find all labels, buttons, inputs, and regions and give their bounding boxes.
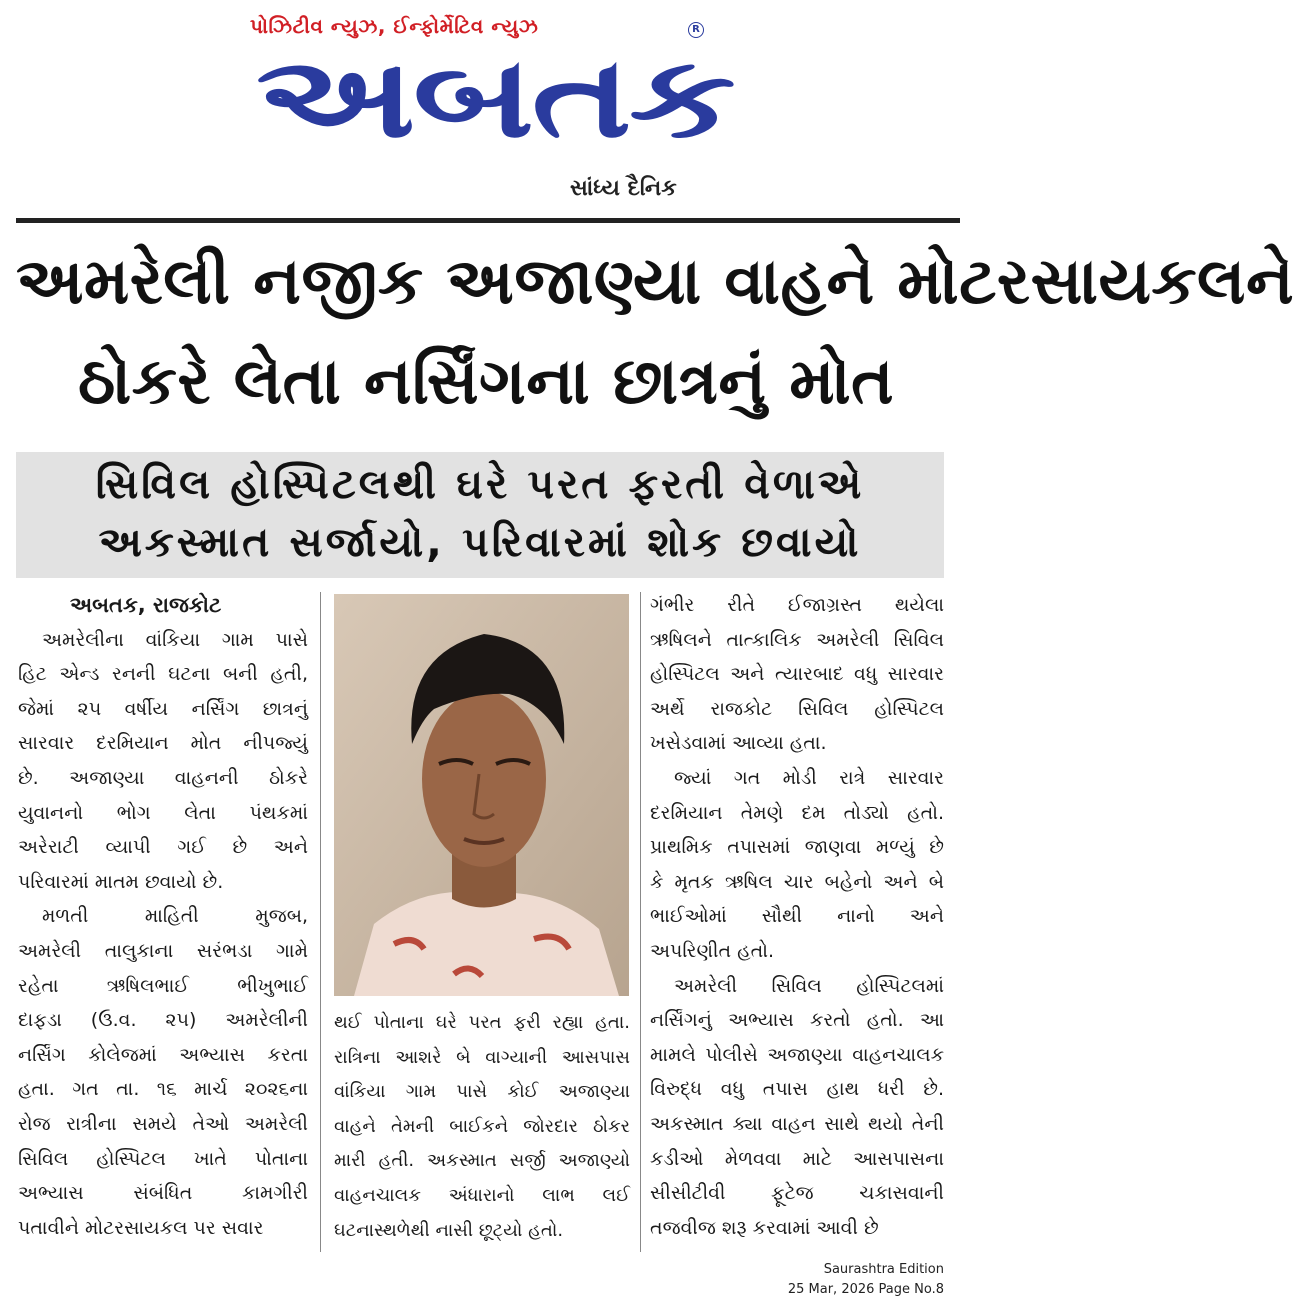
article-line: છે. અજાણ્યા વાહનની ઠોકરે [18,766,308,789]
article-line: મળતી માહિતી મુજબ, [42,905,308,928]
article-column-1 [18,588,308,1245]
article-line: અમરેલી સિવિલ હોસ્પિટલમાં [674,974,944,997]
article-line: કે મૃતક ઋષિલ ચાર બહેનો અને બે [650,870,944,893]
article-line: અકસ્માત ક્યા વાહન સાથે થયો તેની [650,1112,944,1135]
article-line: રાત્રિના આશરે બે વાગ્યાની આસપાસ [334,1046,630,1068]
article-line: થઈ પોતાના ઘરે પરત ફરી રહ્યા હતા. [334,1012,630,1033]
article-line: વાહને તેમની બાઈકને જોરદાર ઠોકર [334,1115,630,1137]
article-line: જેમાં ૨૫ વર્ષીય નર્સિંગ છાત્રનું [18,697,308,720]
headline-line-1: અમરેલી નજીક અજાણ્યા વાહને મોટરસાયકલને [16,245,1294,319]
article-line: હિટ એન્ડ રનની ઘટના બની હતી, [18,663,308,686]
article-line: અર્થે રાજકોટ સિવિલ હોસ્પિટલ [650,697,944,720]
column-divider [640,592,641,1252]
newspaper-logo: અબતક [256,33,734,163]
masthead [0,0,962,218]
subheadline-line-1: સિવિલ હોસ્પિટલથી ઘરે પરત ફરતી વેળાએ [95,460,865,508]
article-line: નર્સિંગનું અભ્યાસ કરતો હતો. આ [650,1009,944,1032]
subheadline-box [16,452,944,578]
article-line: યુવાનનો ભોગ લેતા પંથકમાં [18,801,308,824]
masthead-tagline: પોઝિટીવ ન્યુઝ, ઈન્ફોર્મેટિવ ન્યુઝ [250,14,539,38]
article-line: રોજ રાત્રીના સમયે તેઓ અમરેલી [18,1112,308,1135]
article-line: પતાવીને મોટરસાયકલ પર સવાર [18,1216,264,1239]
article-line: નર્સિંગ કોલેજમાં અભ્યાસ કરતા [18,1043,308,1066]
article-line: ગંભીર રીતે ઈજાગ્રસ્ત થયેલા [650,594,944,616]
article-line: રહેતા ઋષિલભાઈ ભીખુભાઈ [18,974,308,997]
article-line: જ્યાં ગત મોડી રાત્રે સારવાર [674,766,944,789]
article-line: અમરેલીના વાંકિયા ગામ પાસે [42,628,308,651]
article-column-2 [334,1006,630,1248]
article-line: દરમિયાન તેમણે દમ તોડ્યો હતો. [650,801,944,824]
article-column-3 [650,588,944,1245]
article-line: અમરેલી તાલુકાના સરંભડા ગામે [18,939,308,962]
article-line: અભ્યાસ સંબંધિત કામગીરી [18,1182,308,1205]
article-line: સિવિલ હોસ્પિટલ ખાતે પોતાના [18,1147,308,1170]
article-line: ઘટનાસ્થળેથી નાસી છૂટ્યો હતો. [334,1219,564,1241]
article-line: ઋષિલને તાત્કાલિક અમરેલી સિવિલ [650,628,944,651]
article-line: ભાઈઓમાં સૌથી નાનો અને [650,905,944,928]
article-line: અપરિણીત હતો. [650,939,775,962]
column-divider [320,592,321,1252]
article-line: સીસીટીવી ફૂટેજ ચકાસવાની [650,1182,944,1205]
dateline: અબતક, રાજકોટ [70,593,222,617]
article-line: સારવાર દરમિયાન મોત નીપજ્યું [18,732,308,755]
article-line: પરિવારમાં માતમ છવાયો છે. [18,870,224,893]
victim-photo [334,594,629,996]
masthead-subtitle: સાંધ્ય દૈનિક [570,176,677,201]
date-page-label: 25 Mar, 2026 Page No.8 [787,1282,944,1297]
article-line: હોસ્પિટલ અને ત્યારબાદ વધુ સારવાર [650,663,944,686]
article-line: વાંકિયા ગામ પાસે કોઈ અજાણ્યા [334,1081,630,1103]
article-line: વિરુદ્ધ વધુ તપાસ હાથ ધરી છે. [650,1078,944,1101]
article-line: મારી હતી. અકસ્માત સર્જી અજાણ્યો [334,1150,630,1172]
article-line: હતા. ગત તા. ૧૬ માર્ચ ૨૦૨૬ના [18,1078,308,1101]
article-line: દાફડા (ઉ.વ. ૨૫) અમરેલીની [18,1009,308,1032]
article-line: ખસેડવામાં આવ્યા હતા. [650,732,827,755]
article-line: કડીઓ મેળવવા માટે આસપાસના [650,1147,944,1170]
edition-label: Saurashtra Edition [823,1262,944,1277]
subheadline-line-2: અકસ્માત સર્જાયો, પરિવારમાં શોક છવાયો [98,518,862,566]
headline-line-2: ઠોકરે લેતા નર્સિંગના છાત્રનું મોત [77,345,894,419]
article-line: પ્રાથમિક તપાસમાં જાણવા મળ્યું છે [650,836,944,859]
masthead-divider [16,218,960,223]
article-line: મામલે પોલીસે અજાણ્યા વાહનચાલક [650,1043,944,1066]
article-line: અરેરાટી વ્યાપી ગઈ છે અને [18,836,308,859]
article-line: વાહનચાલક અંધારાનો લાભ લઈ [334,1184,630,1206]
article-line: તજવીજ શરૂ કરવામાં આવી છે [650,1216,879,1239]
registered-mark-icon: R [688,22,704,38]
